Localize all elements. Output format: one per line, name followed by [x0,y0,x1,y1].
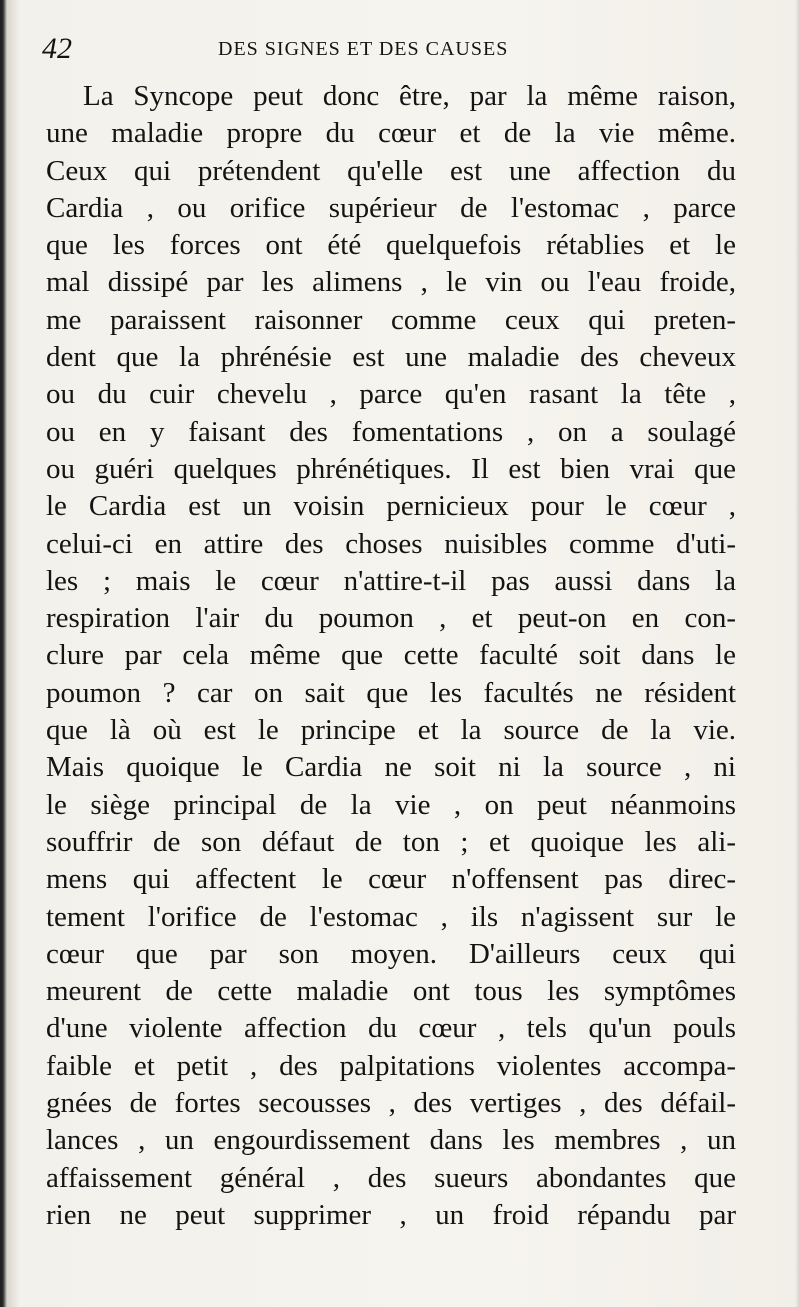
text-line: une maladie propre du cœur et de la vie même. [46,117,736,150]
text-line: le Cardia est un voisin pernicieux pour le cœur , [46,490,736,523]
text-line: me paraissent raisonner comme ceux qui preten- [46,303,736,336]
text-line: La Syncope peut donc être, par la même raison, [83,80,736,112]
text-line: rien ne peut supprimer , un froid répandu par [46,1198,736,1231]
text-line: celui-ci en attire des choses nuisibles comme d'uti- [46,527,736,560]
text-line: mal dissipé par les alimens , le vin ou l'eau froide, [46,266,736,299]
text-line: mens qui affectent le cœur n'offensent pas direc- [46,863,736,896]
text-line: le siège principal de la vie , on peut néanmoins [46,788,736,821]
text-line: que là où est le principe et la source de la vie. [46,714,736,747]
text-line: les ; mais le cœur n'attire-t-il pas aussi dans la [46,564,736,597]
text-line: poumon ? car on sait que les facultés ne résident [46,676,736,709]
text-line: affaissement général , des sueurs abondantes que [46,1161,736,1194]
text-line: Cardia , ou orifice supérieur de l'estomac , parce [46,191,736,224]
text-line: Mais quoique le Cardia ne soit ni la source , ni [46,751,736,784]
text-line: dent que la phrénésie est une maladie des cheveux [46,341,736,374]
text-line: clure par cela même que cette faculté soit dans le [46,639,736,672]
text-line: respiration l'air du poumon , et peut-on en con- [46,602,736,635]
text-line: ou en y faisant des fomentations , on a soulagé [46,415,736,448]
text-line: gnées de fortes secousses , des vertiges , des défail- [46,1087,736,1120]
text-line: Ceux qui prétendent qu'elle est une affection du [46,154,736,187]
text-line: souffrir de son défaut de ton ; et quoique les ali- [46,825,736,858]
text-line: d'une violente affection du cœur , tels qu'un pouls [46,1012,736,1045]
text-line: que les forces ont été quelquefois rétablies et le [46,229,736,262]
running-head: DES SIGNES ET DES CAUSES [218,38,509,60]
page-header [0,30,800,66]
page-number: 42 [42,32,72,65]
text-line: tement l'orifice de l'estomac , ils n'agissent sur le [46,900,736,933]
text-line: ou guéri quelques phrénétiques. Il est bien vrai que [46,452,736,485]
text-line: meurent de cette maladie ont tous les symptômes [46,975,736,1008]
text-line: cœur que par son moyen. D'ailleurs ceux qui [46,937,736,970]
text-line: lances , un engourdissement dans les membres , un [46,1124,736,1157]
text-line: ou du cuir chevelu , parce qu'en rasant la tête , [46,378,736,411]
body-text [46,78,736,1234]
text-line: faible et petit , des palpitations violentes accompa- [46,1049,736,1082]
